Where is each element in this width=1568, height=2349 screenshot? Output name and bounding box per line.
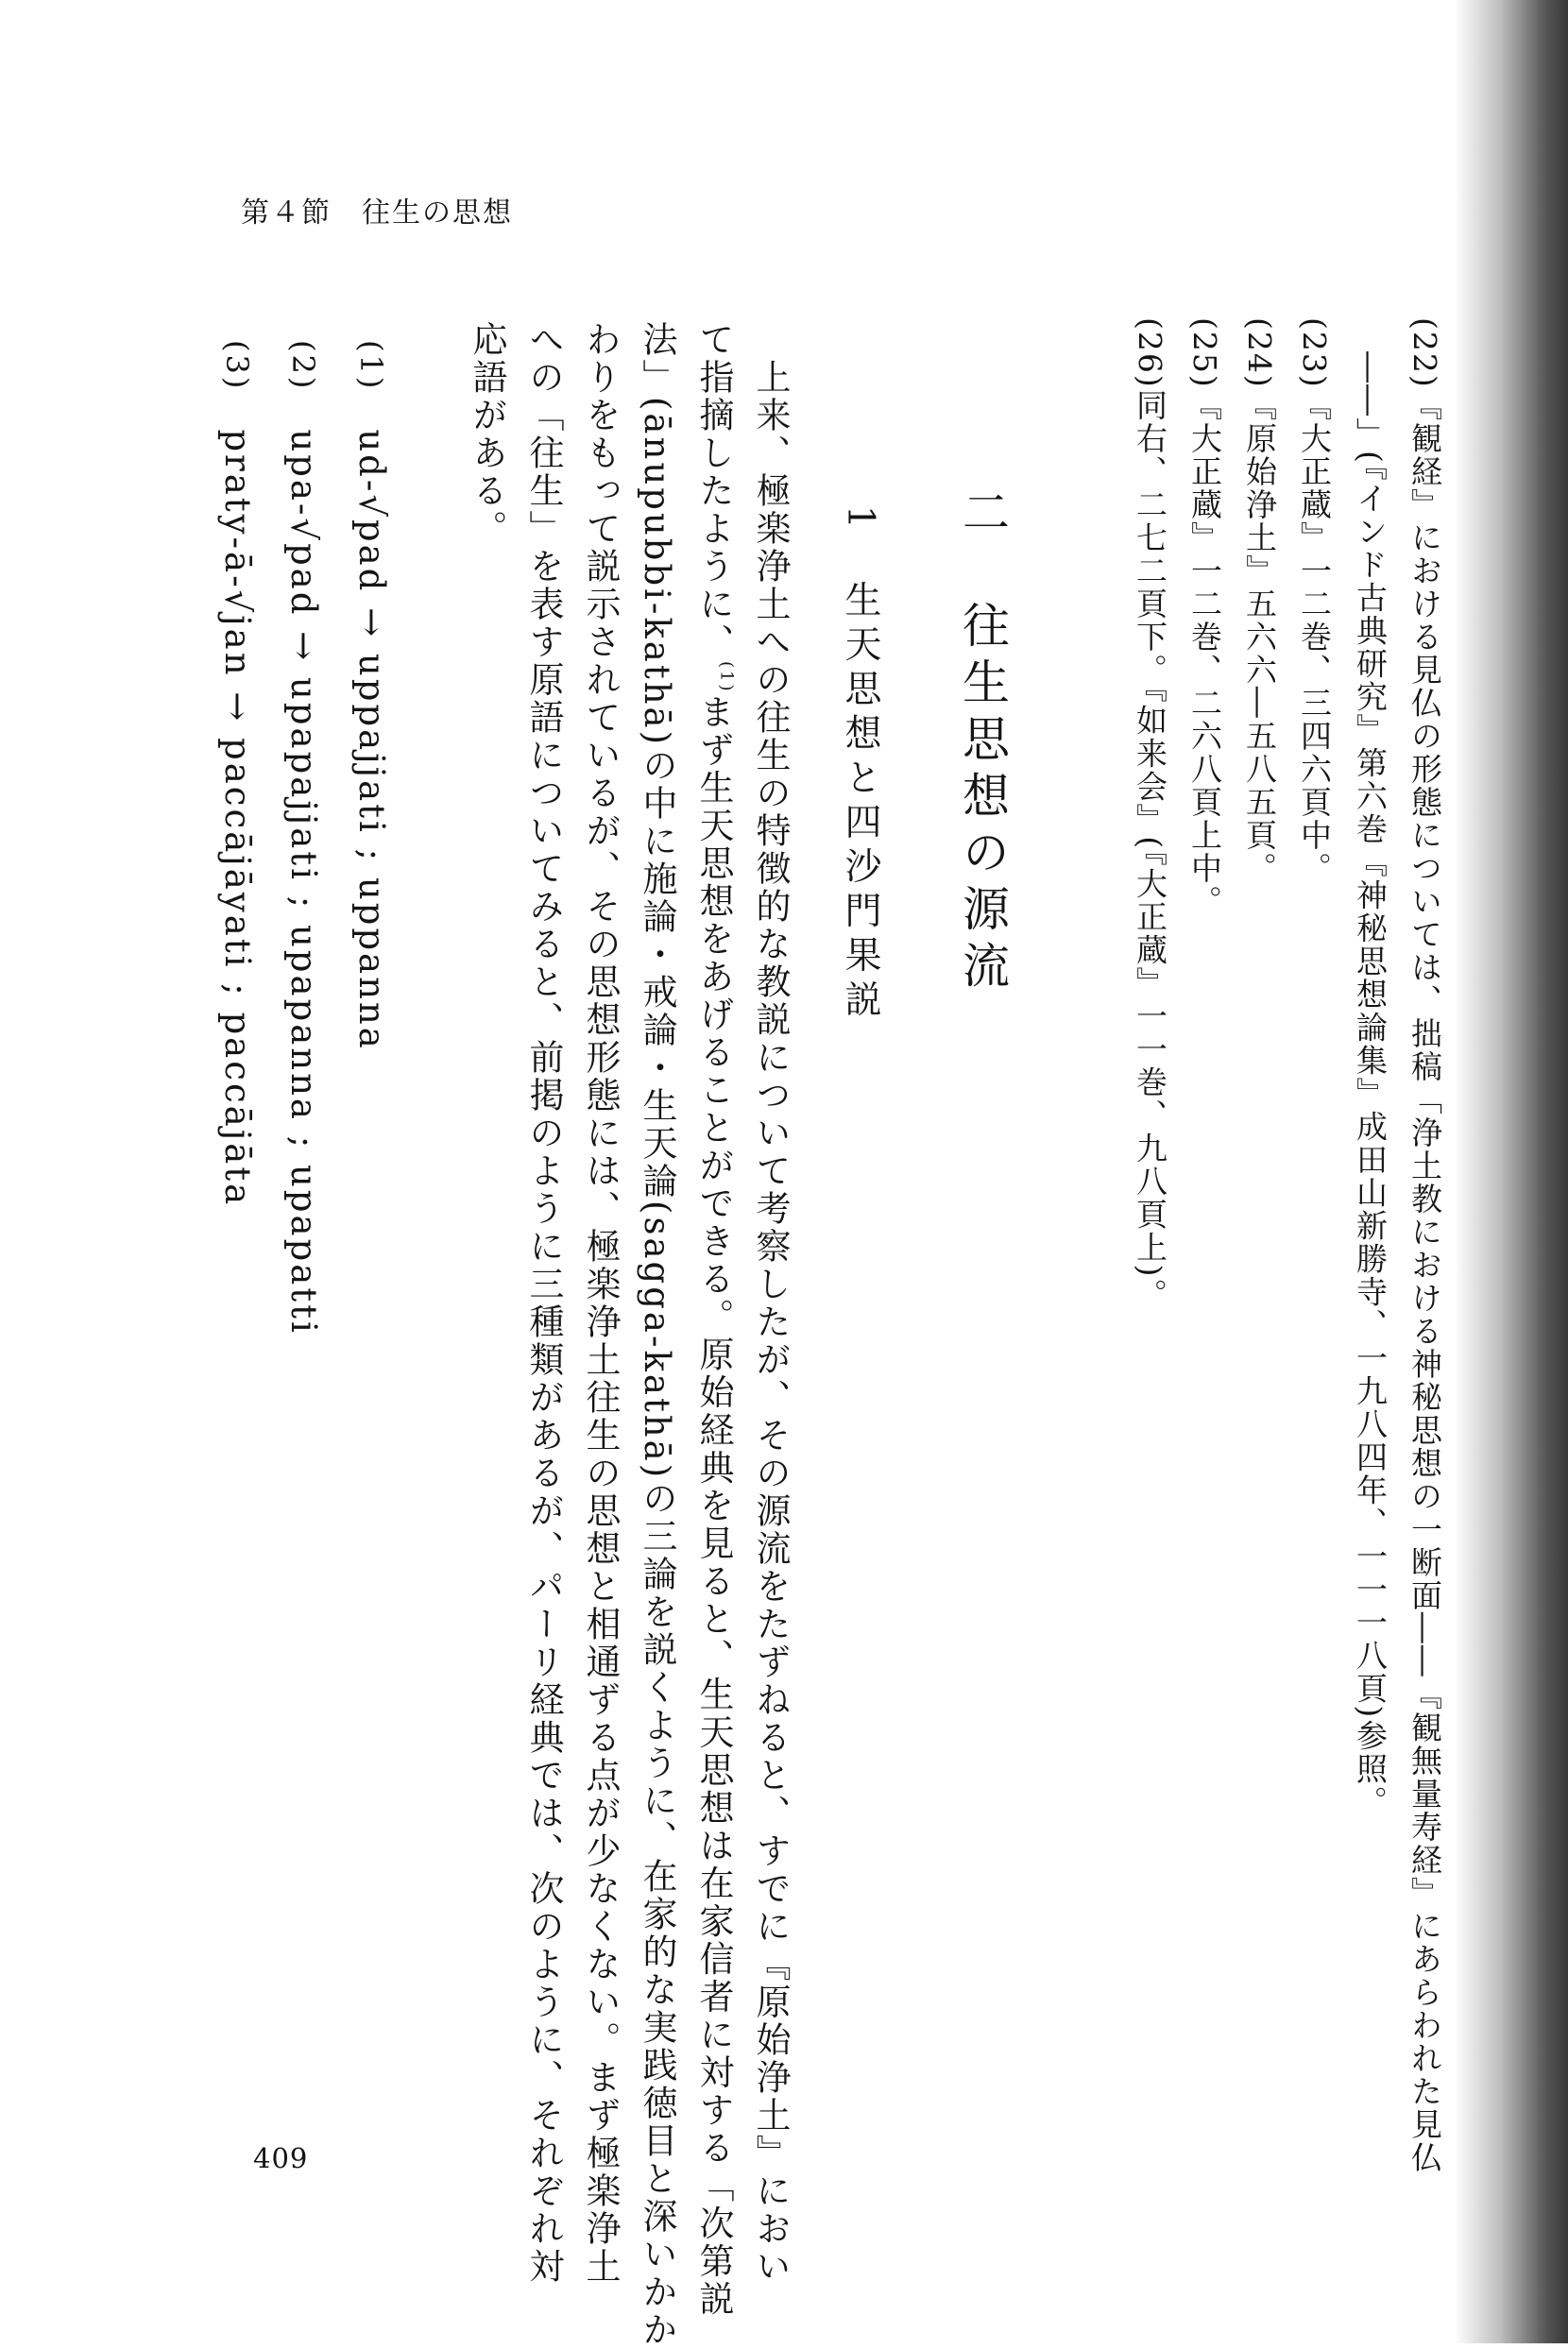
page-number: 409 [253, 2142, 309, 2174]
derivation-label: (3) [219, 340, 255, 392]
footnote-number: (26) [1132, 317, 1168, 389]
footnote-25 [1186, 317, 1223, 918]
running-head: 第４節 往生の思想 [241, 196, 513, 230]
footnote-text: 『原始浄土』五六六―五八五頁。 [1241, 388, 1278, 885]
derivation-item [217, 340, 258, 1208]
footnote-23 [1296, 317, 1333, 885]
footnote-number: (23) [1296, 317, 1333, 389]
derivation-item [351, 340, 392, 1051]
paragraph-line: て指摘したように、$^{(1)}$まず生天思想をあげることができる。原始経典を見ると、生天思想は在家信者に対する「次第説 [693, 321, 737, 2319]
paragraph-line: 上来、極楽浄土への往生の特徴的な教説について考察したが、その源流をたずねると、すでに『原始浄土』におい [750, 321, 791, 2286]
subsection-heading [839, 505, 881, 1025]
derivation-text: upa-√pad → upapajjati ; upapanna ; upapatti [283, 429, 324, 1336]
section-heading [955, 487, 1010, 997]
derivation-label: (1) [353, 340, 389, 392]
footnote-number: (24) [1241, 317, 1278, 389]
paragraph-line: への「往生」を表す原語についてみると、前掲のように三種類があるが、パーリ経典では、次のように、それぞれ対 [523, 321, 564, 2286]
subsection-number: 1 [839, 505, 881, 536]
footnote-text: 同右、二七二頁下。『如来会』(『大正蔵』一一巻、九八頁上)。 [1132, 388, 1168, 1312]
footnote-number: (25) [1186, 317, 1223, 389]
footnote-22 [1406, 317, 1443, 2174]
subsection-title: 生天思想と四沙門果説 [839, 580, 881, 1025]
section-number: 二 [955, 487, 1010, 544]
paragraph-line: 応語がある。 [467, 321, 507, 548]
scan-edge-shadow [1455, 0, 1568, 2343]
derivation-item [283, 340, 324, 1336]
derivation-text: ud-√pad → uppajjati ; uppanna [351, 429, 392, 1051]
footnote-number: (22) [1406, 317, 1443, 389]
derivation-label: (2) [285, 340, 321, 392]
derivation-text: praty-ā-√jan → paccājāyati ; paccājāta [217, 429, 258, 1208]
footnote-text: 『大正蔵』一二巻、三四六頁中。 [1296, 388, 1333, 885]
footnote-text: 『観経』における見仏の形態については、拙稿「浄土教における神秘思想の一断面――『観無量寿経』にあらわれた見仏 [1406, 388, 1443, 2174]
footnote-text: ――」(『インド古典研究』第六巻『神秘思想論集』成田山新勝寺、一九八四年、一一一八頁)参照。 [1352, 351, 1389, 1819]
footnote-24 [1241, 317, 1278, 885]
footnote-22-continuation [1352, 351, 1389, 1819]
paragraph-line: 法」(ānupubbi-kathā)の中に施論・戒論・生天論(sagga-kathā)の三論を説くように、在家的な実践徳目と深いかか [637, 321, 677, 2349]
footnote-reference: (1) [716, 661, 737, 694]
section-title: 往生思想の源流 [955, 601, 1010, 997]
paragraph-line: わりをもって説示されているが、その思想形態には、極楽浄土往生の思想と相通ずる点が少なくない。まず極楽浄土 [580, 321, 621, 2286]
footnote-text: 『大正蔵』一二巻、二六八頁上中。 [1186, 388, 1223, 918]
footnote-26 [1134, 317, 1166, 1312]
